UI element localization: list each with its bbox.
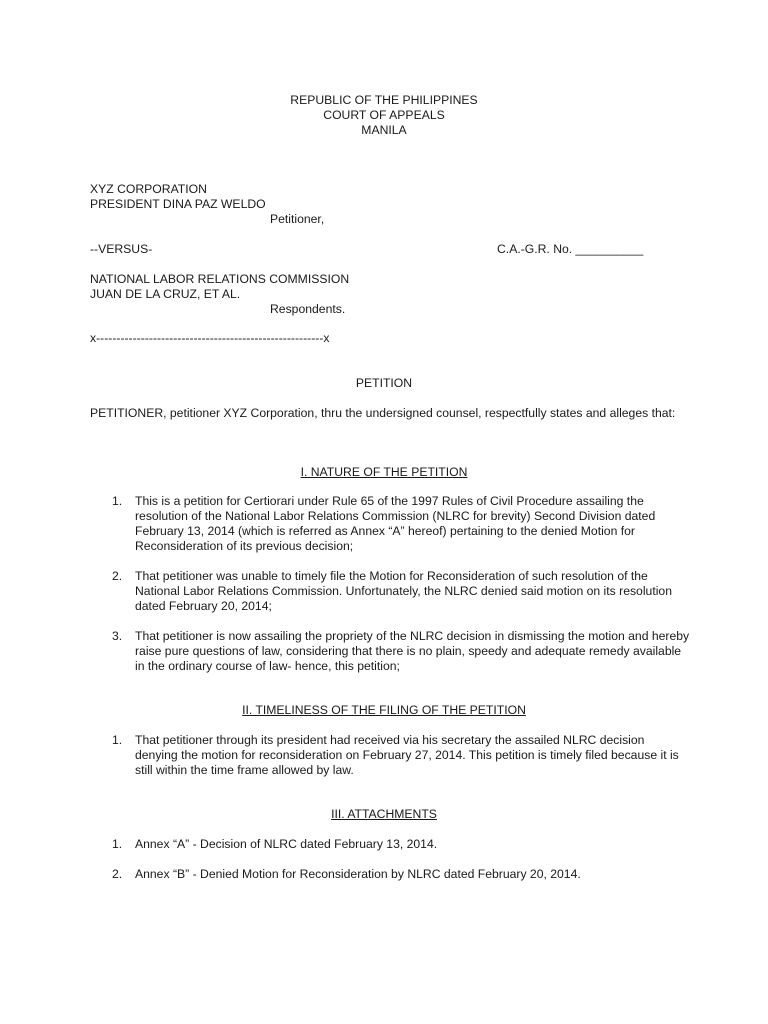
list-item-text: This is a petition for Certiorari under Rule 65 of the 1997 Rules of Civil Procedure assailing the resolution of the National Labor Relations Commission (NLRC for brevity) Second Division dated February 13, 2014 (which is referred as Annex “A” hereof) pertaining to the denied Motion for Reconsideration of its previous decision; — [135, 494, 656, 553]
list-item-number: 2. — [112, 867, 123, 881]
intro-paragraph: PETITIONER, petitioner XYZ Corporation, thru the undersigned counsel, respectfully states and alleges that: — [90, 406, 676, 420]
section-heading-label: II. TIMELINESS OF THE FILING OF THE PETITION — [242, 703, 526, 717]
petitioner-name: XYZ CORPORATION — [90, 182, 207, 196]
list-item-number: 1. — [112, 733, 123, 747]
caption-separator: x--------------------------------------------------------x — [90, 331, 330, 345]
versus-label: --VERSUS- — [90, 242, 153, 256]
list-item-number: 1. — [112, 837, 123, 851]
list-item-number: 1. — [112, 494, 123, 508]
court-header-republic: REPUBLIC OF THE PHILIPPINES — [290, 93, 478, 107]
list-item-text: Annex “A” - Decision of NLRC dated February 13, 2014. — [135, 837, 438, 851]
court-header-court: COURT OF APPEALS — [323, 108, 445, 122]
case-number: C.A.-G.R. No. __________ — [497, 242, 644, 256]
list-item-text: Annex “B” - Denied Motion for Reconsideration by NLRC dated February 20, 2014. — [135, 867, 581, 881]
section-heading-label: III. ATTACHMENTS — [331, 807, 437, 821]
list-item-text: That petitioner was unable to timely file the Motion for Reconsideration of such resolution of the National Labor Relations Commission. Unfortunately, the NLRC denied said motion on its resolution dated February 20, 2014; — [135, 569, 672, 613]
section-heading-attachments — [0, 807, 768, 822]
respondent-name: NATIONAL LABOR RELATIONS COMMISSION — [90, 272, 350, 286]
respondent-others: JUAN DE LA CRUZ, ET AL. — [90, 287, 241, 301]
document-title: PETITION — [355, 376, 413, 390]
petitioner-role: Petitioner, — [270, 212, 325, 226]
list-item-number: 2. — [112, 569, 123, 583]
list-item-number: 3. — [112, 629, 123, 643]
section-heading-timeliness — [0, 703, 768, 718]
section-heading-nature — [0, 465, 768, 480]
list-item-text: That petitioner through its president had received via his secretary the assailed NLRC decision denying the motion for reconsideration on February 27, 2014. This petition is timely filed because it is still within the time frame allowed by law. — [135, 733, 679, 777]
petitioner-president: PRESIDENT DINA PAZ WELDO — [90, 197, 266, 211]
list-item-text: That petitioner is now assailing the propriety of the NLRC decision in dismissing the motion and hereby raise pure questions of law, considering that there is no plain, speedy and adequate remedy available in the ordinary course of law- hence, this petition; — [135, 629, 690, 673]
section-heading-label: I. NATURE OF THE PETITION — [300, 465, 468, 479]
respondent-role: Respondents. — [270, 302, 346, 316]
court-header-city: MANILA — [361, 123, 407, 137]
